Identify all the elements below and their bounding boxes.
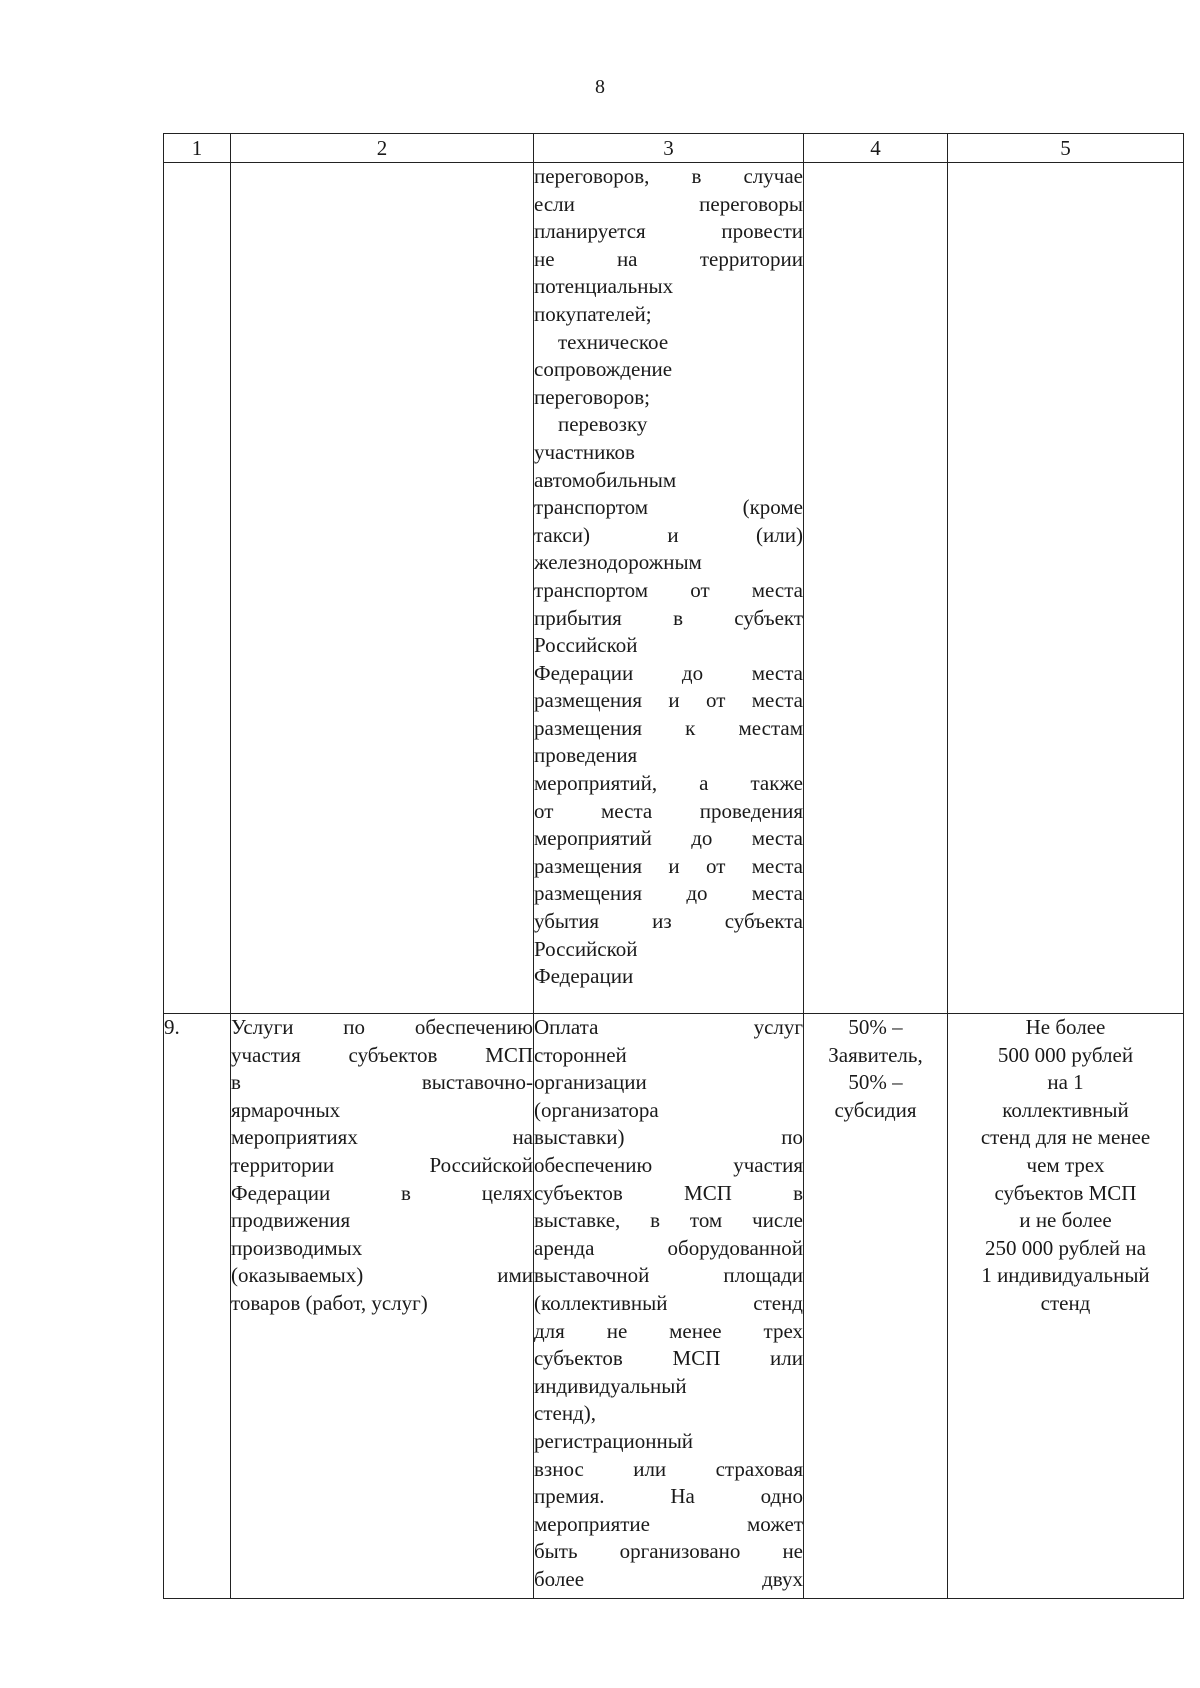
text-line: потенциальных: [534, 274, 674, 299]
text-line: покупателей;: [534, 301, 652, 326]
text-line: размещения к местам: [534, 715, 803, 740]
text-line: перевозку: [558, 412, 648, 437]
header-col-5: 5: [948, 134, 1184, 163]
text-line: размещения и от места: [534, 688, 803, 713]
text-line: обеспечению участия: [534, 1152, 803, 1177]
text-line: премия. На одно: [534, 1484, 803, 1509]
text-line: убытия из субъекта: [534, 909, 803, 934]
row-9-cofinancing: [804, 1014, 947, 1124]
header-col-1: 1: [164, 134, 231, 163]
text-line: в выставочно-: [231, 1070, 533, 1095]
text-line: для не менее трех: [534, 1318, 803, 1343]
continuation-row: [164, 163, 1184, 1014]
text-line: более двух: [534, 1566, 803, 1591]
text-line: Услуги по обеспечению: [231, 1015, 533, 1039]
text-line: Российской: [534, 936, 638, 961]
text-line: участников: [534, 439, 635, 464]
text-line: чем трех: [1026, 1152, 1105, 1177]
text-line: выставки) по: [534, 1125, 803, 1150]
text-line: размещения до места: [534, 881, 803, 906]
text-line: такси) и (или): [534, 522, 803, 547]
text-line: от места проведения: [534, 798, 803, 823]
text-line: участия субъектов МСП: [231, 1042, 533, 1067]
text-line: автомобильным: [534, 467, 677, 492]
text-line: субъектов МСП: [994, 1180, 1137, 1205]
text-line: Федерации в целях: [231, 1180, 533, 1205]
text-line: ярмарочных: [231, 1097, 341, 1122]
text-line: сопровождение: [534, 357, 673, 382]
continuation-col-4: [804, 163, 948, 1014]
page-number: 8: [595, 76, 605, 98]
row-9-service-cell: [231, 1014, 534, 1599]
text-line: (коллективный стенд: [534, 1290, 803, 1315]
text-line: транспортом (кроме: [534, 495, 803, 520]
continuation-col-2: [231, 163, 534, 1014]
text-line: регистрационный: [534, 1428, 694, 1453]
text-line: товаров (работ, услуг): [231, 1290, 428, 1315]
text-line: продвижения: [231, 1208, 351, 1233]
text-line: индивидуальный: [534, 1373, 687, 1398]
text-line: транспортом от места: [534, 577, 803, 602]
row-9-cofinancing-cell: [804, 1014, 948, 1599]
header-col-3: 3: [534, 134, 804, 163]
text-line: прибытия в субъект: [534, 605, 803, 630]
text-line: 500 000 рублей: [997, 1042, 1134, 1067]
text-line: 250 000 рублей на: [985, 1235, 1146, 1260]
text-line: железнодорожным: [534, 550, 702, 575]
row-9-service-name: [231, 1014, 533, 1318]
continuation-col-3: [534, 163, 804, 1014]
text-line: мероприятий, а также: [534, 771, 803, 796]
text-line: переговоров;: [534, 384, 650, 409]
text-line: не на территории: [534, 246, 803, 271]
text-line: субсидия: [834, 1097, 917, 1122]
text-line: (организатора: [534, 1097, 659, 1122]
continuation-col-1: [164, 163, 231, 1014]
text-line: Федерации до места: [534, 660, 803, 685]
header-row: [164, 134, 1184, 163]
text-line: территории Российской: [231, 1152, 533, 1177]
continuation-col-3-text: [534, 163, 803, 991]
text-line: Заявитель,: [828, 1042, 923, 1067]
text-line: субъектов МСП или: [534, 1346, 803, 1371]
text-line: взнос или страховая: [534, 1456, 803, 1481]
row-9-limit-cell: [948, 1014, 1184, 1599]
text-line: стенд),: [534, 1401, 596, 1426]
text-line: размещения и от места: [534, 853, 803, 878]
text-line: 50% –: [848, 1015, 903, 1039]
text-line: субъектов МСП в: [534, 1180, 803, 1205]
text-line: коллективный: [1002, 1097, 1129, 1122]
text-line: мероприятий до места: [534, 826, 803, 851]
text-line: и не более: [1019, 1208, 1112, 1233]
row-9-limit: [948, 1014, 1183, 1318]
text-line: сторонней: [534, 1042, 627, 1067]
text-line: (оказываемых) ими: [231, 1263, 533, 1288]
text-line: аренда оборудованной: [534, 1235, 803, 1260]
text-line: выставочной площади: [534, 1263, 803, 1288]
text-line: 50% –: [848, 1070, 903, 1095]
text-line: Российской: [534, 633, 638, 658]
table-row-9: [164, 1014, 1184, 1599]
text-line: Оплата услуг: [534, 1015, 803, 1039]
row-9-number: 9.: [164, 1014, 231, 1599]
text-line: мероприятиях на: [231, 1125, 533, 1150]
header-col-4: 4: [804, 134, 948, 163]
text-line: планируется провести: [534, 219, 803, 244]
row-9-description: [534, 1014, 803, 1593]
text-line: быть организовано не: [534, 1539, 803, 1564]
text-line: проведения: [534, 743, 638, 768]
text-line: стенд для не менее: [980, 1125, 1151, 1150]
text-line: если переговоры: [534, 191, 803, 216]
header-col-2: 2: [231, 134, 534, 163]
text-line: мероприятие может: [534, 1511, 803, 1536]
row-9-description-cell: [534, 1014, 804, 1599]
services-table: [163, 133, 1184, 1599]
text-line: переговоров, в случае: [534, 164, 803, 188]
text-line: организации: [534, 1070, 647, 1095]
text-line: техническое: [558, 329, 669, 354]
text-line: выставке, в том числе: [534, 1208, 803, 1233]
text-line: 1 индивидуальный: [981, 1263, 1150, 1288]
text-line: стенд: [1040, 1290, 1091, 1315]
text-line: на 1: [1047, 1070, 1084, 1095]
continuation-col-5: [948, 163, 1184, 1014]
text-line: производимых: [231, 1235, 363, 1260]
text-line: Федерации: [534, 964, 634, 989]
text-line: Не более: [1025, 1015, 1106, 1039]
